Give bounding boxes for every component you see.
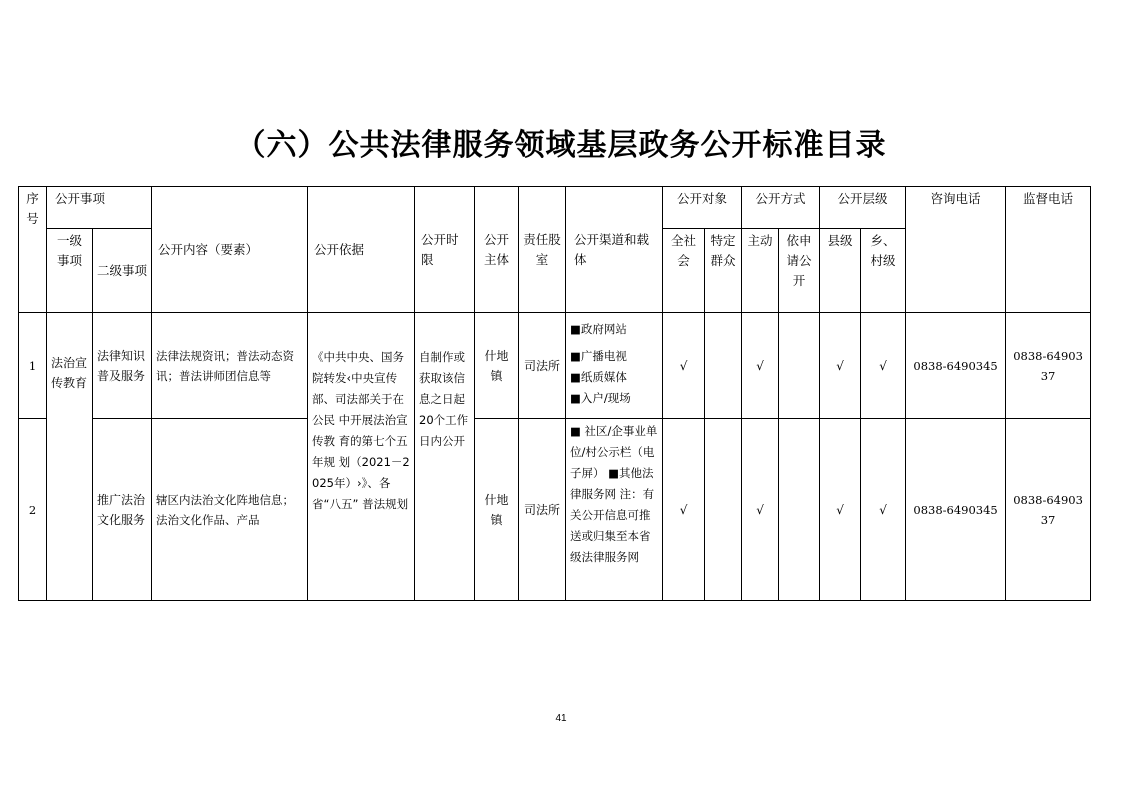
row-subject: 什地镇 (475, 419, 519, 601)
row-obj-specific (705, 313, 742, 419)
header-level: 公开层级 (820, 187, 906, 229)
page-number: 41 (555, 713, 567, 724)
table-row (19, 313, 1091, 419)
header-subject: 公开主体 (475, 187, 519, 313)
row-lv-county: √ (820, 419, 861, 601)
row-time: 自制作或获取该信息之日起20个工作日内公开 (415, 313, 475, 601)
row-seq: 2 (19, 419, 47, 601)
channel-item: ■入户/现场 (570, 391, 631, 405)
header-content: 公开内容（要素） (152, 187, 308, 313)
row-obj-all: √ (663, 313, 705, 419)
row-m-apply (779, 419, 820, 601)
row-lv-town: √ (861, 419, 906, 601)
row-dept: 司法所 (519, 313, 566, 419)
header-supervise: 监督电话 (1006, 187, 1091, 313)
header-items: 公开事项 (47, 187, 152, 229)
row-m-apply (779, 313, 820, 419)
header-level2: 二级事项 (93, 229, 152, 313)
row-channel (566, 313, 663, 419)
table-row (19, 419, 1091, 601)
header-object: 公开对象 (663, 187, 742, 229)
row-supervise-phone: 0838-6490337 (1006, 313, 1091, 419)
header-basis: 公开依据 (308, 187, 415, 313)
row-m-active: √ (742, 313, 779, 419)
header-m-apply: 依申请公开 (779, 229, 820, 313)
row-obj-all: √ (663, 419, 705, 601)
page-title: （六）公共法律服务领域基层政务公开标准目录 (235, 128, 887, 163)
header-method: 公开方式 (742, 187, 820, 229)
header-dept: 责任股室 (519, 187, 566, 313)
channel-item: ■政府网站 (570, 322, 627, 336)
header-channel: 公开渠道和载体 (566, 187, 663, 313)
row-subject: 什地镇 (475, 313, 519, 419)
row-lv-town: √ (861, 313, 906, 419)
header-time: 公开时限 (415, 187, 475, 313)
row-basis: 《中共中央、国务院转发‹中央宣传部、司法部关于在公民 中开展法治宣传教 育的第七个五年规 划（2021－2025年）›》、各省“八五” 普法规划 (308, 313, 415, 601)
row-channel: ■ 社区/企事业单位/村公示栏（电子屏） ■其他法律服务网 注：有关公开信息可推送或归集至本省级法律服务网 (566, 419, 663, 601)
disclosure-catalog-table (18, 186, 1091, 601)
row-consult-phone: 0838-6490345 (906, 313, 1006, 419)
header-lv-county: 县级 (820, 229, 861, 313)
header-obj-all: 全社会 (663, 229, 705, 313)
row-obj-specific (705, 419, 742, 601)
channel-item: ■纸质媒体 (570, 370, 627, 384)
row-supervise-phone: 0838-6490337 (1006, 419, 1091, 601)
header-seq: 序号 (19, 187, 47, 313)
row-dept: 司法所 (519, 419, 566, 601)
row-consult-phone: 0838-6490345 (906, 419, 1006, 601)
header-consult: 咨询电话 (906, 187, 1006, 313)
header-row-top (19, 187, 1091, 229)
row-level1: 法治宣传教育 (47, 313, 93, 601)
row-content: 法律法规资讯；普法动态资讯；普法讲师团信息等 (152, 313, 308, 419)
channel-item: ■广播电视 (570, 349, 627, 363)
header-lv-town: 乡、村级 (861, 229, 906, 313)
row-level2: 法律知识普及服务 (93, 313, 152, 419)
row-m-active: √ (742, 419, 779, 601)
row-level2: 推广法治文化服务 (93, 419, 152, 601)
header-level1: 一级事项 (47, 229, 93, 313)
row-lv-county: √ (820, 313, 861, 419)
row-content: 辖区内法治文化阵地信息；法治文化作品、产品 (152, 419, 308, 601)
row-seq: 1 (19, 313, 47, 419)
header-m-active: 主动 (742, 229, 779, 313)
header-obj-specific: 特定群众 (705, 229, 742, 313)
